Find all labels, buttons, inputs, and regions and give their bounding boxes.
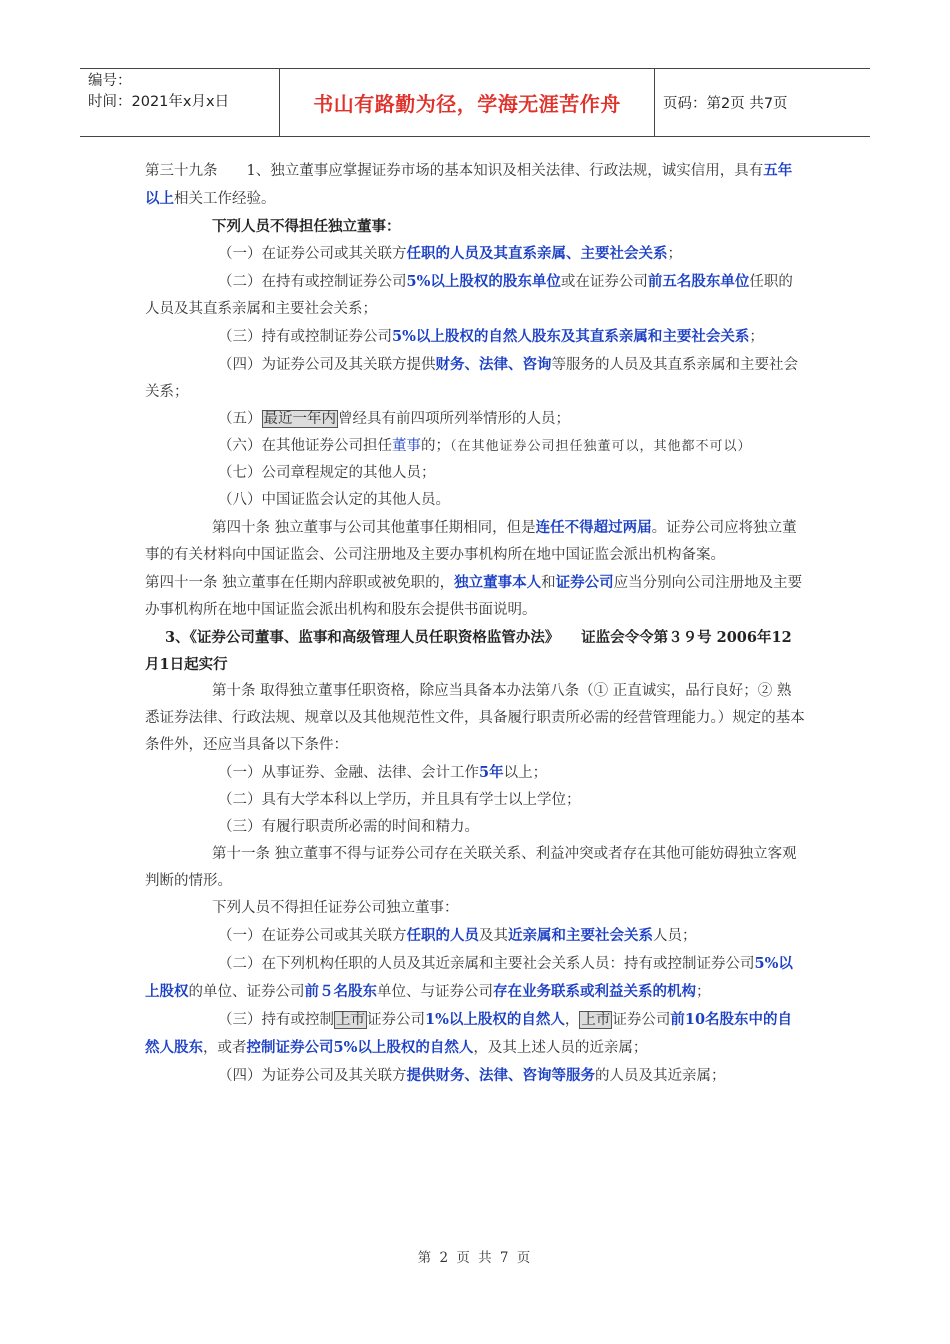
list-item: （一）从事证券、金融、法律、会计工作5年以上；	[218, 764, 548, 781]
list-item: （三）有履行职责所必需的时间和精力。	[218, 819, 479, 835]
paragraph: 下列人员不得担任独立董事：	[212, 218, 401, 235]
list-item: （七）公司章程规定的其他人员；	[218, 465, 436, 481]
header-meta	[80, 69, 280, 136]
document-body	[145, 157, 805, 1090]
list-item: （二）具有大学本科以上学历，并且具有学士以上学位；	[218, 792, 581, 808]
list-item: （二）在下列机构任职的人员及其近亲属和主要社会关系人员：持有或控制证券公司5%以上股权的单位、证券公司前５名股东单位、与证券公司存在业务联系或利益关系的机构；	[145, 955, 793, 1000]
page-footer: 第 2 页 共 7 页	[417, 1250, 533, 1266]
document-date-label: 时间：2021年x月x日	[88, 94, 230, 110]
highlight-box: 最近一年内	[263, 411, 336, 427]
list-item: （五） 最近一年内 曾经具有前四项所列举情形的人员；	[218, 411, 570, 427]
list-item: （四）为证券公司及其关联方提供财务、法律、咨询等服务的人员及其近亲属；	[218, 1067, 726, 1084]
page-header	[80, 68, 870, 137]
highlight-box: 上市	[336, 1012, 365, 1028]
header-motto: 书山有路勤为径，学海无涯苦作舟	[280, 69, 655, 136]
paragraph: 第四十一条 独立董事在任期内辞职或被免职的，独立董事本人和证券公司应当分别向公司注册地及主要办事机构所在地中国证监会派出机构和股东会提供书面说明。	[145, 574, 803, 618]
paragraph: 第十一条 独立董事不得与证券公司存在关联关系、利益冲突或者存在其他可能妨碍独立客观判断的情形。	[145, 846, 797, 889]
list-item: （二）在持有或控制证券公司5%以上股权的股东单位或在证券公司前五名股东单位任职的人员及其直系亲属和主要社会关系；	[145, 273, 793, 317]
document-number-label: 编号：	[88, 73, 132, 89]
list-item: （六）在其他证券公司担任董事的；（在其他证券公司担任独董可以，其他都不可以）	[218, 438, 752, 454]
paragraph: 第三十九条 1、独立董事应掌握证券市场的基本知识及相关法律、行政法规，诚实信用，具有五年以上相关工作经验。	[145, 162, 793, 207]
paragraph: 下列人员不得担任证券公司独立董事：	[212, 900, 459, 916]
paragraph: 第四十条 独立董事与公司其他董事任期相同，但是连任不得超过两届。证券公司应将独立董事的有关材料向中国证监会、公司注册地及主要办事机构所在地中国证监会派出机构备案。	[145, 519, 797, 563]
list-item: （一）在证券公司或其关联方任职的人员及其近亲属和主要社会关系人员；	[218, 927, 697, 944]
section-heading: 3、《证券公司董事、监事和高级管理人员任职资格监管办法》 证监会令令第３９号 2006年12月1日起实行	[145, 629, 792, 673]
list-item: （三）持有或控制证券公司5%以上股权的自然人股东及其直系亲属和主要社会关系；	[218, 328, 764, 345]
paragraph: 第十条 取得独立董事任职资格，除应当具备本办法第八条（① 正直诚实，品行良好；② 熟悉证券法律、行政法规、规章以及其他规范性文件，具备履行职责所必需的经营管理能力。）规定的基本条件外，还应当具备以下条件：	[145, 683, 805, 753]
list-item: （四）为证券公司及其关联方提供财务、法律、咨询等服务的人员及其直系亲属和主要社会关系；	[145, 356, 798, 400]
list-item: （一）在证券公司或其关联方任职的人员及其直系亲属、主要社会关系；	[218, 245, 682, 262]
note: （在其他证券公司担任独董可以，其他都不可以）	[450, 439, 752, 454]
header-page-number: 页码：第2页 共7页	[663, 96, 788, 112]
list-item: （八）中国证监会认定的其他人员。	[218, 492, 450, 508]
list-item: （三）持有或控制 上市 证券公司1%以上股权的自然人， 上市 证券公司前10名股东中的自然人股东，或者控制证券公司5%以上股权的自然人，及其上述人员的近亲属；	[145, 1011, 793, 1056]
highlight-box: 上市	[581, 1012, 611, 1028]
